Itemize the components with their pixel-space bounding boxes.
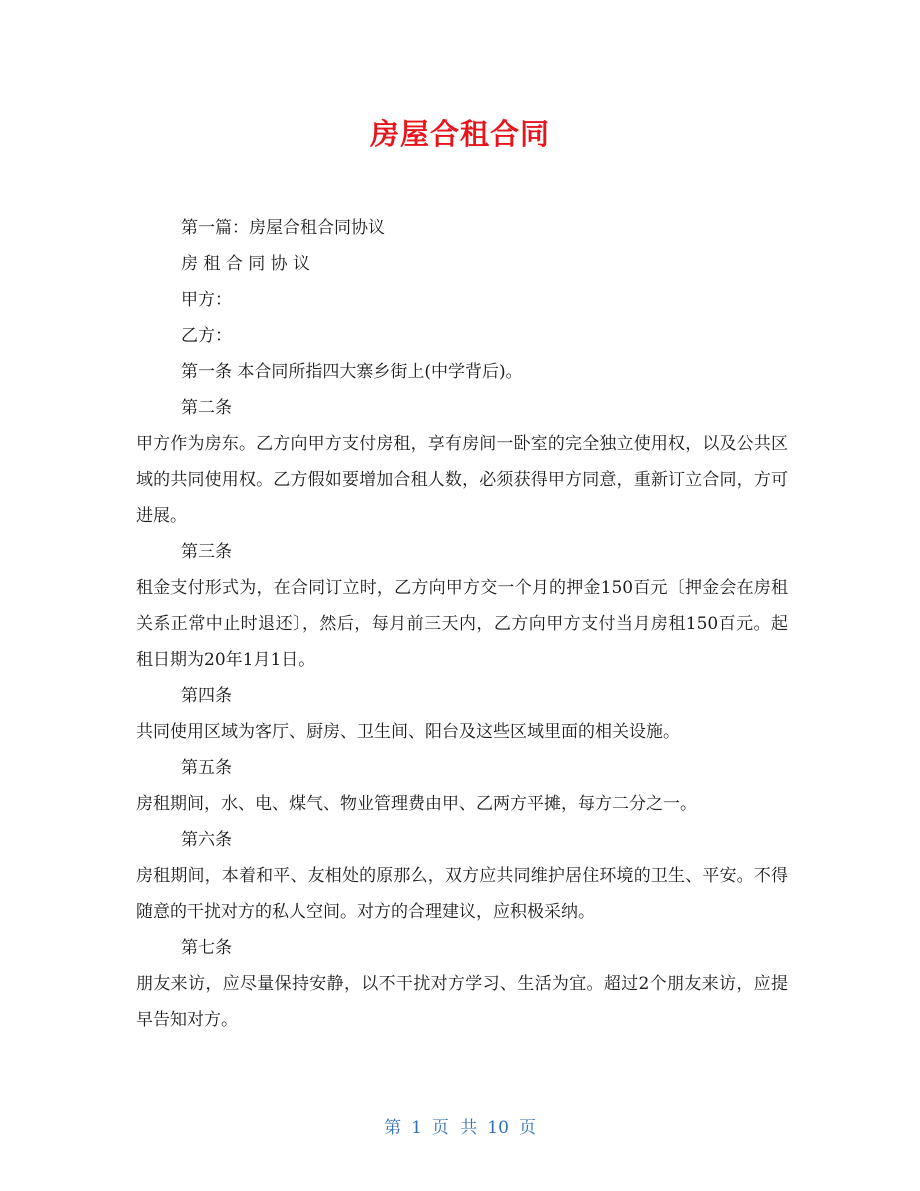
footer-label-page: 第 bbox=[384, 1118, 402, 1138]
article-4-paragraph: 共同使用区域为客厅、厨房、卫生间、阳台及这些区域里面的相关设施。 bbox=[136, 722, 680, 742]
document-title: 房屋合租合同 bbox=[369, 117, 550, 151]
article-4-title: 第四条 bbox=[181, 686, 232, 706]
article-2-paragraph: 甲方作为房东。乙方向甲方支付房租，享有房间一卧室的完全独立使用权，以及公共区域的共同使用权。乙方假如要增加合租人数，必须获得甲方同意，重新订立合同，方可进展。 bbox=[136, 434, 788, 526]
article-2-title: 第二条 bbox=[181, 398, 232, 418]
heading-first-chapter: 第一篇：房屋合租合同协议 bbox=[181, 218, 385, 238]
footer-current-page: 1 bbox=[411, 1118, 422, 1138]
article-3-title: 第三条 bbox=[181, 542, 232, 562]
footer-total-pages: 10 bbox=[487, 1118, 509, 1138]
article-6-paragraph: 房租期间，本着和平、友相处的原那么，双方应共同维护居住环境的卫生、平安。不得随意的干扰对方的私人空间。对方的合理建议，应积极采纳。 bbox=[136, 866, 788, 922]
footer-label-of: 页 共 bbox=[431, 1118, 478, 1138]
article-1-paragraph: 第一条 本合同所指四大寨乡街上(中学背后)。 bbox=[181, 362, 523, 382]
article-7-paragraph: 朋友来访，应尽量保持安静，以不干扰对方学习、生活为宜。超过2个朋友来访，应提早告知对方。 bbox=[136, 974, 788, 1030]
heading-rental-agreement: 房 租 合 同 协 议 bbox=[181, 254, 311, 274]
party-a-line: 甲方： bbox=[181, 290, 232, 310]
article-5-title: 第五条 bbox=[181, 758, 232, 778]
article-7-title: 第七条 bbox=[181, 938, 232, 958]
article-3-paragraph: 租金支付形式为，在合同订立时，乙方向甲方交一个月的押金150百元〔押金会在房租关系正常中止时退还〕，然后，每月前三天内，乙方向甲方支付当月房租150百元。起租日期为20年1月1日。 bbox=[136, 578, 788, 670]
party-b-line: 乙方： bbox=[181, 326, 232, 346]
article-6-title: 第六条 bbox=[181, 830, 232, 850]
document-body bbox=[136, 210, 788, 1038]
article-5-paragraph: 房租期间，水、电、煤气、物业管理费由甲、乙两方平摊，每方二分之一。 bbox=[136, 794, 697, 814]
page-footer bbox=[0, 1113, 920, 1138]
footer-label-pages: 页 bbox=[518, 1118, 536, 1138]
